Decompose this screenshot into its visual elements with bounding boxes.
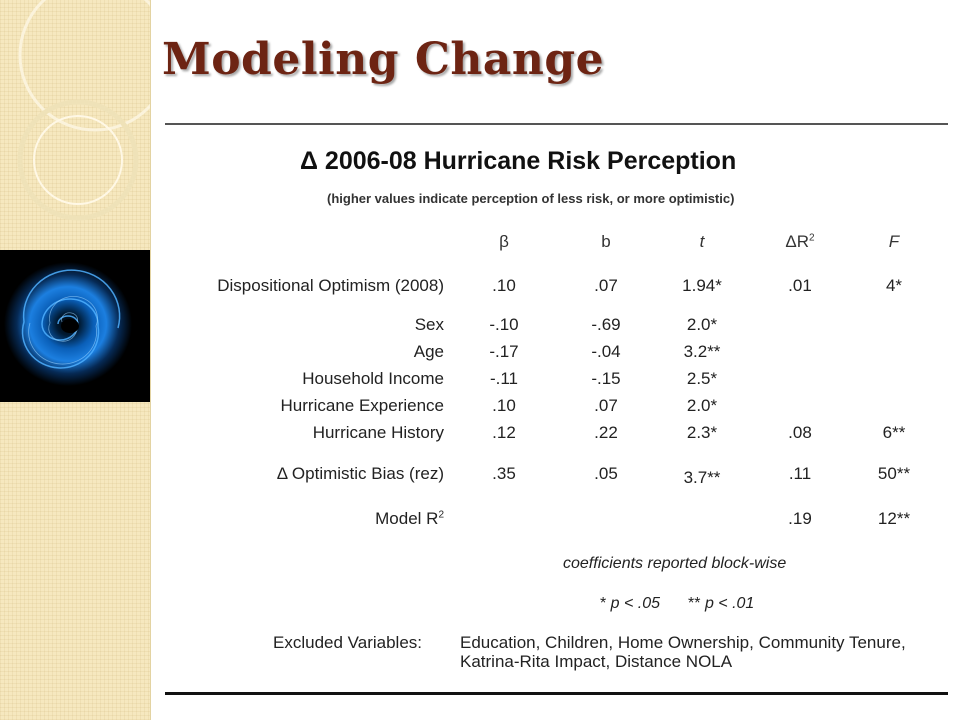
cell-t: 2.0* — [686, 396, 718, 415]
cell-f: 6** — [882, 423, 906, 442]
cell-beta: .35 — [492, 464, 516, 483]
row-label: Δ Optimistic Bias (rez) — [276, 464, 444, 483]
model-r2-label — [375, 509, 444, 529]
header-delta-r2-text: ΔR — [785, 232, 810, 251]
top-divider — [165, 123, 948, 125]
cell-t: 2.3* — [686, 423, 718, 442]
row-label: Hurricane Experience — [280, 396, 444, 415]
cell-b: .07 — [594, 276, 618, 295]
header-f: F — [888, 232, 900, 251]
cell-b: -.04 — [591, 342, 621, 361]
row-label: Hurricane History — [312, 423, 444, 442]
model-r2-delta-r2: .19 — [788, 509, 812, 528]
header-delta-r2 — [772, 232, 828, 252]
p2-symbol: ** — [688, 595, 705, 612]
cell-delta-r2: .11 — [788, 464, 812, 483]
cell-beta: -.10 — [489, 315, 519, 334]
cell-beta: -.11 — [489, 369, 519, 388]
cell-beta: .10 — [492, 276, 516, 295]
header-delta-r2-sup: 2 — [809, 232, 815, 244]
cell-t: 2.5* — [686, 369, 718, 388]
row-label: Household Income — [302, 369, 444, 388]
table-subtitle: (higher values indicate perception of less risk, or more optimistic) — [327, 191, 735, 206]
cell-beta: .12 — [492, 423, 516, 442]
cell-beta: -.17 — [489, 342, 519, 361]
model-r2-f: 12** — [877, 509, 911, 528]
cell-b: .22 — [594, 423, 618, 442]
decorative-sidebar — [0, 0, 151, 720]
cell-f: 50** — [877, 464, 911, 483]
decorative-circles — [0, 0, 150, 250]
p1-symbol: * — [600, 595, 611, 612]
header-t: t — [699, 232, 705, 251]
coefficients-note: coefficients reported block-wise — [563, 555, 787, 572]
row-label: Dispositional Optimism (2008) — [217, 276, 444, 295]
cell-t: 1.94* — [682, 276, 722, 295]
slide-title: Modeling Change — [162, 34, 605, 85]
significance-note — [600, 595, 754, 613]
table-title: Δ 2006-08 Hurricane Risk Perception — [300, 147, 737, 175]
excluded-variables-text: Education, Children, Home Ownership, Community Tenure, Katrina-Rita Impact, Distance NOLA — [460, 633, 906, 671]
cell-beta: .10 — [492, 396, 516, 415]
cell-t: 3.2** — [683, 342, 721, 361]
cell-delta-r2: .01 — [788, 276, 812, 295]
model-r2-label-text: Model R — [375, 509, 439, 528]
bottom-divider — [165, 692, 948, 695]
header-beta: β — [499, 232, 509, 251]
blue-vortex-image — [0, 250, 150, 402]
excluded-variables-label: Excluded Variables: — [273, 633, 422, 652]
row-label: Age — [413, 342, 444, 361]
cell-b: -.69 — [591, 315, 621, 334]
model-r2-label-sup: 2 — [438, 509, 444, 521]
cell-t: 2.0* — [686, 315, 718, 334]
p1-text: p < .05 — [610, 595, 661, 612]
cell-t: 3.7** — [683, 468, 721, 487]
cell-delta-r2: .08 — [788, 423, 812, 442]
cell-b: -.15 — [591, 369, 621, 388]
p2-text: p < .01 — [704, 595, 755, 612]
cell-b: .07 — [594, 396, 618, 415]
header-b: b — [601, 232, 611, 251]
cell-b: .05 — [594, 464, 618, 483]
cell-f: 4* — [885, 276, 903, 295]
row-label: Sex — [414, 315, 444, 334]
